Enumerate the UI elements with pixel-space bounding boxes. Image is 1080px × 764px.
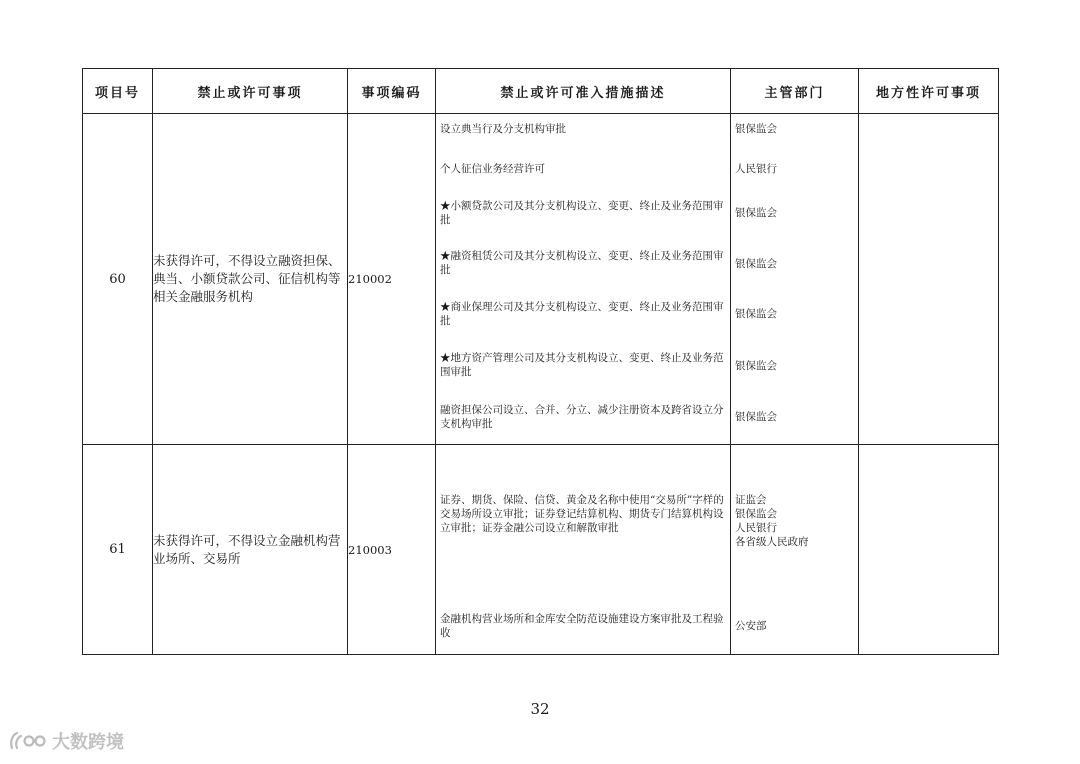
measure-item: 金融机构营业场所和金库安全防范设施建设方案审批及工程验收 (440, 613, 724, 639)
department-item: 证监会 银保监会 人民银行 各省级人民政府 (735, 494, 809, 548)
regulation-table (82, 68, 999, 655)
row-departments (731, 114, 859, 445)
measure-item: 个人征信业务经营许可 (440, 163, 545, 175)
table-row (83, 445, 999, 655)
measure-item: 证券、期货、保险、信贷、黄金及名称中使用“交易所”字样的交易场所设立审批；证券登记结算机构、期货专门结算机构设立审批；证券金融公司设立和解散审批 (440, 494, 724, 534)
measure-item: ★小额贷款公司及其分支机构设立、变更、终止及业务范围审批 (440, 200, 724, 226)
row-number: 60 (83, 114, 153, 445)
department-item: 银保监会 (735, 308, 777, 320)
measure-item: ★商业保理公司及其分支机构设立、变更、终止及业务范围审批 (440, 301, 724, 327)
department-item: 公安部 (735, 620, 767, 632)
row-item-code: 210003 (348, 445, 436, 655)
measure-item: ★地方资产管理公司及其分支机构设立、变更、终止及业务范围审批 (440, 352, 724, 378)
header-measures: 禁止或许可准入措施描述 (436, 69, 731, 114)
measure-item: ★融资租赁公司及其分支机构设立、变更、终止及业务范围审批 (440, 250, 724, 276)
department-item: 人民银行 (735, 163, 777, 175)
row-local-permit (859, 114, 999, 445)
row-item-name: 未获得许可，不得设立融资担保、典当、小额贷款公司、征信机构等相关金融服务机构 (153, 114, 348, 445)
row-departments (731, 445, 859, 655)
department-item: 银保监会 (735, 411, 777, 423)
watermark (8, 728, 124, 754)
watermark-text: 大数跨境 (52, 732, 124, 753)
department-item: 银保监会 (735, 207, 777, 219)
header-item-number: 项目号 (83, 69, 153, 114)
measure-item: 融资担保公司设立、合并、分立、减少注册资本及跨省设立分支机构审批 (440, 404, 724, 430)
header-local-permit: 地方性许可事项 (859, 69, 999, 114)
row-number: 61 (83, 445, 153, 655)
header-item-name: 禁止或许可事项 (153, 69, 348, 114)
row-local-permit (859, 445, 999, 655)
page-number: 32 (530, 700, 550, 718)
department-item: 银保监会 (735, 123, 777, 135)
row-item-name: 未获得许可，不得设立金融机构营业场所、交易所 (153, 445, 348, 655)
row-item-code: 210002 (348, 114, 436, 445)
header-department: 主管部门 (731, 69, 859, 114)
measure-item: 设立典当行及分支机构审批 (440, 123, 566, 135)
watermark-logo-icon (8, 730, 48, 752)
row-measures (436, 445, 731, 655)
department-item: 银保监会 (735, 258, 777, 270)
table-row (83, 114, 999, 445)
department-item: 银保监会 (735, 360, 777, 372)
row-measures (436, 114, 731, 445)
header-row (83, 69, 999, 114)
header-item-code: 事项编码 (348, 69, 436, 114)
